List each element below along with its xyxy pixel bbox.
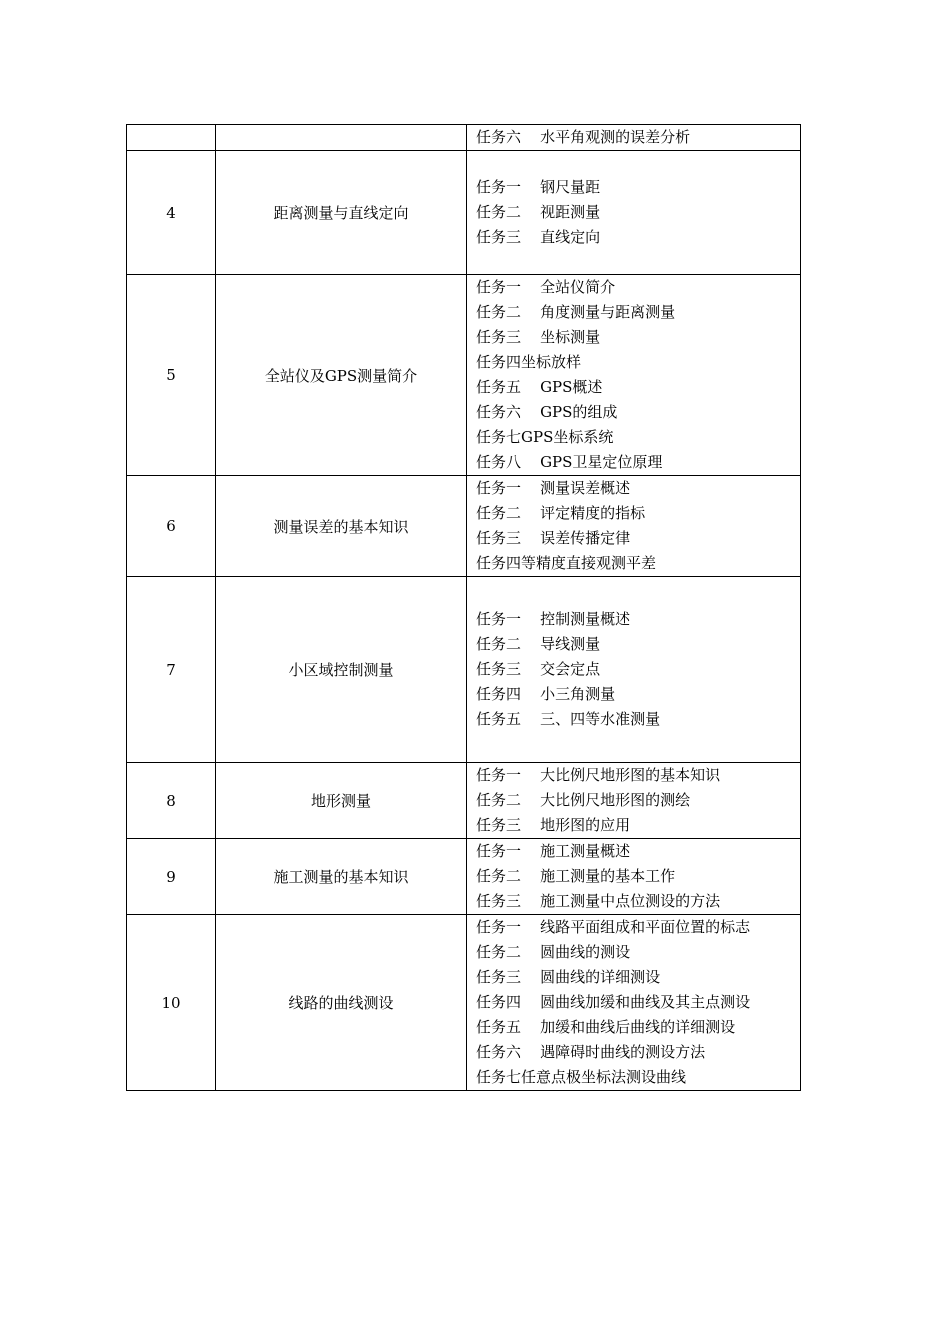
task-list	[467, 763, 801, 839]
unit-name: 施工测量的基本知识	[216, 839, 467, 915]
table-row	[127, 839, 801, 915]
task-item: 任务四坐标放样	[476, 353, 582, 371]
table-row	[127, 151, 801, 275]
task-item: 任务七GPS坐标系统	[476, 428, 614, 446]
table-row	[127, 915, 801, 1091]
unit-name: 地形测量	[216, 763, 467, 839]
task-item: 任务三 误差传播定律	[476, 529, 631, 547]
table-row	[127, 125, 801, 151]
task-item: 任务三 地形图的应用	[476, 816, 631, 834]
task-item: 任务一 全站仪简介	[476, 278, 616, 296]
unit-number	[127, 125, 216, 151]
task-item: 任务三 坐标测量	[476, 328, 601, 346]
unit-number: 4	[127, 151, 216, 275]
task-item: 任务二 导线测量	[476, 635, 601, 653]
table-row	[127, 763, 801, 839]
task-item: 任务五 GPS概述	[476, 378, 603, 396]
unit-number: 10	[127, 915, 216, 1091]
course-table-body	[127, 125, 801, 1091]
task-item: 任务六 GPS的组成	[476, 403, 618, 421]
task-item: 任务二 大比例尺地形图的测绘	[476, 791, 691, 809]
task-item: 任务三 圆曲线的详细测设	[476, 968, 661, 986]
unit-name: 距离测量与直线定向	[216, 151, 467, 275]
task-list	[467, 151, 801, 275]
task-list	[467, 577, 801, 763]
task-item: 任务一 测量误差概述	[476, 479, 631, 497]
task-item: 任务四 圆曲线加缓和曲线及其主点测设	[476, 993, 751, 1011]
task-item: 任务六 水平角观测的误差分析	[476, 128, 691, 146]
unit-number: 6	[127, 476, 216, 577]
task-item: 任务一 施工测量概述	[476, 842, 631, 860]
task-item: 任务一 线路平面组成和平面位置的标志	[476, 918, 751, 936]
task-list	[467, 915, 801, 1091]
task-item: 任务二 角度测量与距离测量	[476, 303, 676, 321]
task-list	[467, 275, 801, 476]
task-item: 任务五 三、四等水准测量	[476, 710, 661, 728]
task-item: 任务四 小三角测量	[476, 685, 616, 703]
task-item: 任务二 视距测量	[476, 203, 601, 221]
unit-number: 8	[127, 763, 216, 839]
task-item: 任务二 施工测量的基本工作	[476, 867, 676, 885]
task-list	[467, 125, 801, 151]
unit-number: 9	[127, 839, 216, 915]
task-item: 任务一 大比例尺地形图的基本知识	[476, 766, 721, 784]
task-item: 任务一 钢尺量距	[476, 178, 601, 196]
task-item: 任务二 圆曲线的测设	[476, 943, 631, 961]
task-item: 任务五 加缓和曲线后曲线的详细测设	[476, 1018, 736, 1036]
unit-name: 测量误差的基本知识	[216, 476, 467, 577]
task-list	[467, 839, 801, 915]
unit-name: 小区域控制测量	[216, 577, 467, 763]
table-row	[127, 476, 801, 577]
unit-name: 线路的曲线测设	[216, 915, 467, 1091]
unit-number: 5	[127, 275, 216, 476]
task-item: 任务四等精度直接观测平差	[476, 554, 657, 572]
unit-name	[216, 125, 467, 151]
course-table	[126, 124, 801, 1091]
task-item: 任务一 控制测量概述	[476, 610, 631, 628]
task-item: 任务三 直线定向	[476, 228, 601, 246]
task-list	[467, 476, 801, 577]
task-item: 任务七任意点极坐标法测设曲线	[476, 1068, 687, 1086]
task-item: 任务三 施工测量中点位测设的方法	[476, 892, 721, 910]
task-item: 任务二 评定精度的指标	[476, 504, 646, 522]
task-item: 任务六 遇障碍时曲线的测设方法	[476, 1043, 706, 1061]
table-row	[127, 275, 801, 476]
table-row	[127, 577, 801, 763]
task-item: 任务八 GPS卫星定位原理	[476, 453, 663, 471]
unit-name: 全站仪及GPS测量简介	[216, 275, 467, 476]
unit-number: 7	[127, 577, 216, 763]
task-item: 任务三 交会定点	[476, 660, 601, 678]
